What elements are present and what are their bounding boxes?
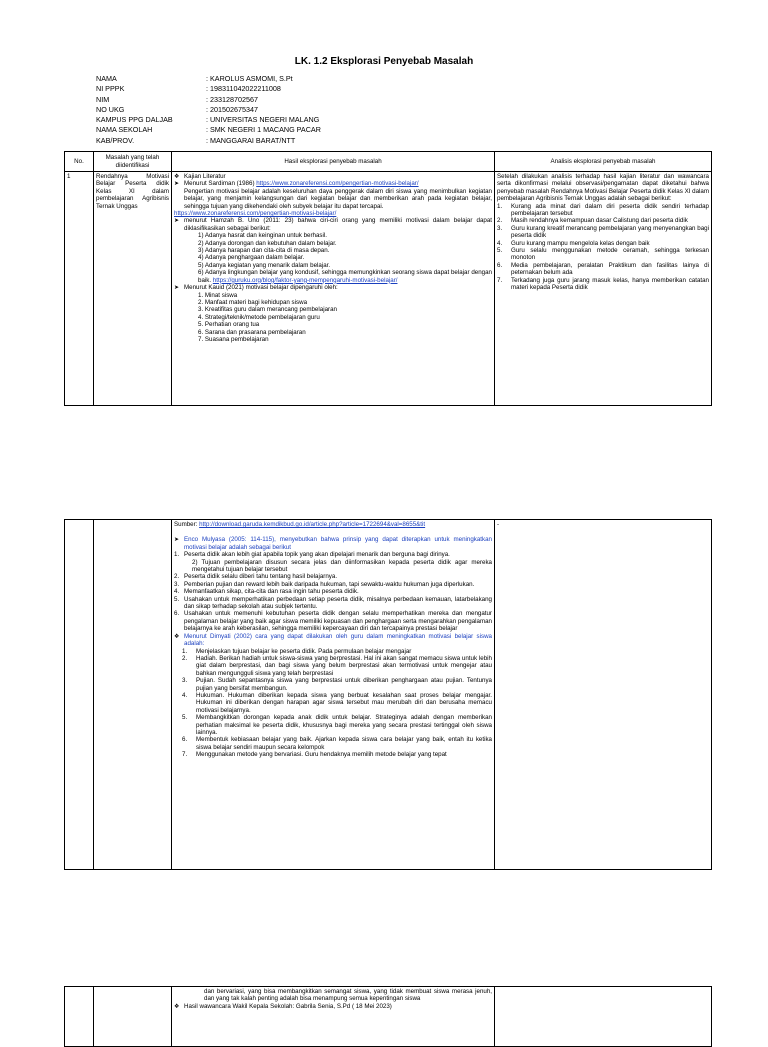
identity-label: KAB/PROV. bbox=[96, 135, 135, 145]
analysis-item-text: Guru kurang mampu mengelola kelas dengan baik bbox=[511, 239, 650, 247]
bullet-marker: 3. bbox=[174, 580, 180, 588]
list-item-text: 3) Adanya harapan dan cita-cita di masa depan. bbox=[198, 247, 330, 255]
row-number-empty bbox=[65, 520, 94, 870]
list-item bbox=[174, 262, 492, 269]
identity-value: : MANGGARAI BARAT/NTT bbox=[206, 135, 296, 145]
analysis-item bbox=[497, 217, 709, 224]
list-item-text: 2) Adanya dorongan dan kebutuhan dalam belajar. bbox=[198, 239, 337, 247]
list-item bbox=[174, 269, 492, 284]
list-item-text: Membentuk kebiasaan belajar yang baik. Ajarkan kepada siswa cara belajar yang baik, entah itu ketika siswa belajar sendiri maupun secara kelompok bbox=[196, 736, 492, 751]
analysis-item-number: 5. bbox=[497, 247, 503, 255]
exploration-table-page2 bbox=[64, 519, 712, 870]
identity-value: : KAROLUS ASMOMI, S.Pt bbox=[206, 74, 293, 83]
source-label: Sumber: bbox=[174, 521, 200, 528]
analysis-item bbox=[497, 225, 709, 240]
list-item-text: Usahakan untuk memperhatikan perbedaan setiap peserta didik, misalnya perbedaan kemauan, latarbelakang dan sikap terhadap sekolah atau subjek tertentu. bbox=[184, 595, 492, 611]
list-item bbox=[174, 217, 492, 232]
bullet-marker: ➤ bbox=[174, 217, 180, 225]
bullet-marker: 6. bbox=[174, 610, 180, 618]
identity-row bbox=[96, 84, 321, 94]
identity-label: NI PPPK bbox=[96, 84, 125, 94]
source-line bbox=[174, 521, 492, 528]
identity-block bbox=[96, 74, 321, 146]
identity-row bbox=[96, 125, 321, 135]
bullet-marker: ❖ bbox=[174, 632, 180, 640]
list-item bbox=[174, 180, 492, 187]
analysis-item-number: 6. bbox=[497, 261, 503, 269]
exploration-cell bbox=[172, 987, 495, 1047]
bullet-marker bbox=[188, 321, 198, 328]
bullet-marker bbox=[188, 336, 198, 343]
list-item bbox=[174, 573, 492, 580]
bullet-marker bbox=[174, 188, 184, 210]
analysis-item-number: 3. bbox=[497, 224, 503, 232]
analysis-list bbox=[497, 203, 709, 292]
list-item-text: 6) Adanya lingkungan belajar yang kondusif, sehingga memungkinkan seorang siswa dapat belajar dengan baik. https://guruku.org/blog/faktor-yang-mempengaruhi-motivasi-belajar/ bbox=[198, 269, 492, 284]
list-item-text: Menurut Dimyati (2002) cara yang dapat dilakukan oleh guru dalam meningkatkan motivasi belajar siswa adalah: bbox=[184, 632, 492, 648]
identity-row bbox=[96, 105, 321, 115]
analysis-item-text: Kurang ada minat dari dalam diri peserta didik sendiri terhadap pembelajaran tersebut bbox=[511, 202, 709, 218]
analysis-item-text: Guru selalu menggunakan metode ceramah, sehingga terkesan monoton bbox=[511, 247, 709, 262]
list-item-text: Pengertian motivasi belajar adalah keseluruhan daya penggerak dalam diri siswa yang menimbulkan kegiatan belajar, yang menjamin kelangsungan dari kegiatan belajar dan memberikan arah pada kegiatan belajar, sehingga tujuan yang dikehendaki oleh subyek belajar itu dapat tercapai. bbox=[184, 187, 492, 210]
list-item-text: Hadiah. Berikan hadiah untuk siswa-siswa yang berprestasi. Hal ini akan sangat memacu siswa untuk lebih giat dalam berprestasi, dan bagi siswa yang belum berprestasi akan termotivasi untuk mengejar atau bahkan mengungguli siswa yang telah berprestasi bbox=[196, 654, 492, 677]
list-item bbox=[174, 988, 492, 1003]
bullet-marker: 4. bbox=[182, 691, 188, 699]
problem-cell-empty bbox=[94, 987, 172, 1047]
list-item bbox=[174, 306, 492, 313]
identity-value: : 201502675347 bbox=[206, 104, 258, 114]
row-number-empty bbox=[65, 987, 94, 1047]
problem-cell: Rendahnya Motivasi Belajar Peserta didik Kelas XI dalam pembelajaran Agribisnis Ternak Unggas bbox=[94, 172, 172, 406]
list-item bbox=[174, 581, 492, 588]
list-item bbox=[174, 736, 492, 751]
bullet-marker bbox=[188, 240, 198, 247]
analysis-item-number: 2. bbox=[497, 217, 503, 225]
identity-value: : SMK NEGERI 1 MACANG PACAR bbox=[206, 125, 321, 135]
list-item-text: Enco Mulyasa (2005: 114-115), menyebutkan bahwa prinsip yang dapat diterapkan untuk meningkatkan motivasi belajar adalah sebagai berikut bbox=[184, 536, 492, 551]
exploration-cell bbox=[172, 520, 495, 870]
list-item-text: Hukuman. Hukuman diberikan kepada siswa yang berbuat kesalahan saat proses belajar mengajar. Hukuman ini diberikan dengan harapan agar siswa tersebut mau merubah diri dan berusaha memacu motivasi belajarnya. bbox=[196, 691, 492, 714]
identity-row bbox=[96, 74, 321, 84]
bullet-marker: 2. bbox=[182, 654, 188, 662]
page-title: LK. 1.2 Eksplorasi Penyebab Masalah bbox=[294, 56, 474, 67]
list-item-text: 1. Minat siswa bbox=[198, 291, 238, 299]
bullet-marker: 5. bbox=[182, 714, 188, 722]
list-item-text: dan bervariasi, yang bisa membangkitkan semangat siswa, yang tidak membuat siswa merasa jenuh, dan yang tak kalah penting adalah bisa menampung semua kepentingan siswa bbox=[204, 988, 492, 1003]
list-item bbox=[174, 633, 492, 648]
identity-label: NAMA bbox=[96, 74, 117, 83]
list-item-text: 2) Tujuan pembelajaran disusun secara jelas dan diinformasikan kepada peserta didik agar mereka mengetahui tujuan belajar tersebut bbox=[192, 558, 492, 574]
analysis-item bbox=[497, 203, 709, 218]
list-item bbox=[174, 751, 492, 758]
header-hasil: Hasil eksplorasi penyebab masalah bbox=[172, 152, 495, 172]
list-item-text: Membangkitkan dorongan kepada anak didik untuk belajar. Strateginya adalah dengan memberikan perhatian maksimal ke peserta didik, khususnya bagi mereka yang secara prestasi tertinggal oleh siswa lainnya. bbox=[196, 714, 492, 736]
identity-value: : 198311042022211008 bbox=[206, 84, 281, 94]
bullet-marker bbox=[188, 329, 198, 336]
identity-row bbox=[96, 115, 321, 125]
list-item bbox=[174, 284, 492, 291]
header-analisis: Analisis eksplorasi penyebab masalah bbox=[495, 152, 712, 172]
identity-row bbox=[96, 95, 321, 105]
bullet-marker: 1. bbox=[174, 551, 180, 559]
identity-value: : 233128702567 bbox=[206, 94, 258, 104]
bullet-marker: 7. bbox=[182, 751, 188, 759]
list-item-text: 7. Suasana pembelajaran bbox=[198, 335, 269, 343]
list-item bbox=[174, 588, 492, 595]
list-item-text: Menjelaskan tujuan belajar ke peserta didik. Pada permulaan belajar mengajar bbox=[196, 647, 412, 655]
analysis-item bbox=[497, 247, 709, 262]
identity-value: : UNIVERSITAS NEGERI MALANG bbox=[206, 115, 320, 125]
list-item-text: Peserta didik selalu diberi tahu tentang hasil belajarnya. bbox=[184, 573, 338, 581]
list-item-text: Kajian Literatur bbox=[184, 173, 226, 180]
analysis-item-number: 4. bbox=[497, 239, 503, 247]
exploration-cell bbox=[172, 172, 495, 406]
bullet-marker bbox=[188, 232, 198, 239]
identity-label: NO UKG bbox=[96, 104, 125, 114]
table-row bbox=[65, 520, 712, 870]
analysis-cell bbox=[495, 172, 712, 406]
analysis-item bbox=[497, 240, 709, 247]
list-item bbox=[174, 292, 492, 299]
list-item bbox=[174, 329, 492, 336]
list-item-text: Usahakan untuk memenuhi kebutuhan peserta didik dengan selalu memperhatikan mereka dan mengatur pengalaman belajar yang baik agar siswa memiliki kepuasan dan penghargaan serta mengarahkan pengalaman belajarnya ke arah keberasilan, sehingga memiliki kepercayaan diri dan tercapainya prestasi belajar bbox=[184, 610, 492, 633]
list-item bbox=[174, 551, 492, 558]
bullet-marker: 4. bbox=[174, 588, 180, 596]
table-header-row bbox=[65, 152, 712, 172]
list-item-text: 6. Sarana dan prasarana pembelajaran bbox=[198, 328, 306, 336]
list-item-text: Pemberian pujian dan reward lebih baik daripada hukuman, tapi sewaktu-waktu hukuman juga diperlukan. bbox=[184, 580, 475, 588]
list-item-text: Peserta didik akan lebih giat apabila topik yang akan dipelajari menarik dan berguna bagi dirinya. bbox=[184, 551, 450, 559]
bullet-marker bbox=[188, 306, 198, 313]
list-item bbox=[174, 692, 492, 714]
list-item-text: Menurut Kauid (2021) motivasi belajar dipengaruhi oleh: bbox=[184, 284, 338, 292]
list-item bbox=[174, 173, 492, 180]
list-item-text: 2. Manfaat materi bagi kehidupan siswa bbox=[198, 298, 308, 306]
row-number: 1 bbox=[65, 172, 94, 406]
table-row bbox=[65, 987, 712, 1047]
bullet-marker: 3. bbox=[182, 677, 188, 685]
list-item-text: Menurut Sardiman (1986) https://www.zonareferensi.com/pengertian-motivasi-belajar/ bbox=[184, 180, 419, 188]
bullet-marker bbox=[188, 299, 198, 306]
list-item bbox=[174, 610, 492, 632]
bullet-marker bbox=[188, 314, 198, 321]
table-row bbox=[65, 172, 712, 406]
list-item-text: menurut Hamzah B. Uno (2011: 23) bahwa ciri-ciri orang yang memiliki motivasi dalam belajar dapat diklasifikasikan sebagai berikut: bbox=[184, 217, 492, 232]
list-item-text: Pujian. Sudah sepantasnya siswa yang berprestasi untuk diberikan penghargaan atau pujian. Tentunya pujian yang bersifat membangun. bbox=[196, 677, 492, 692]
list-item-text: 1) Adanya hasrat dan keinginan untuk berhasil. bbox=[198, 232, 327, 240]
list-item bbox=[174, 536, 492, 551]
bullet-marker bbox=[188, 292, 198, 299]
bullet-marker bbox=[182, 559, 192, 574]
analysis-item-text: Masih rendahnya kemampuan dasar Calistung dari peserta didik bbox=[511, 217, 688, 225]
reference-link[interactable]: https://guruku.org/blog/faktor-yang-mempengaruhi-motivasi-belajar/ bbox=[212, 276, 398, 284]
list-item bbox=[174, 677, 492, 692]
list-item bbox=[174, 240, 492, 247]
bullet-marker: ❖ bbox=[174, 173, 180, 180]
identity-label: NAMA SEKOLAH bbox=[96, 125, 153, 135]
reference-link[interactable]: https://www.zonareferensi.com/pengertian-motivasi-belajar/ bbox=[174, 210, 337, 218]
bullet-marker: ➤ bbox=[174, 180, 180, 188]
identity-row bbox=[96, 136, 321, 146]
list-item bbox=[174, 321, 492, 328]
source-link[interactable]: http://download.garuda.kemdikbud.go.id/article.php?article=1722694&val=8655&tit bbox=[199, 521, 426, 528]
exploration-table-page3 bbox=[64, 986, 712, 1047]
list-item bbox=[174, 714, 492, 736]
list-item bbox=[174, 210, 492, 217]
list-item bbox=[174, 336, 492, 343]
list-item bbox=[174, 188, 492, 210]
analysis-item-number: 7. bbox=[497, 276, 503, 284]
exploration-table-page1 bbox=[64, 151, 712, 406]
bullet-marker: 6. bbox=[182, 736, 188, 744]
bullet-marker bbox=[188, 247, 198, 254]
bullet-marker bbox=[194, 988, 204, 1003]
identity-label: KAMPUS PPG DALJAB bbox=[96, 115, 173, 125]
list-item bbox=[174, 254, 492, 261]
bullet-marker bbox=[188, 269, 198, 284]
analysis-item-number: 1. bbox=[497, 202, 503, 210]
bullet-marker: ➤ bbox=[174, 284, 180, 292]
analysis-intro: Setelah dilakukan analisis terhadap hasil kajian literatur dan wawancara serta dikonfirmasi melalui observasi/pengamatan dapat diketahui bahwa penyebab masalah Rendahnya Motivasi Belajar Peserta didik Kelas XI dalam pembelajaran Agribisnis Ternak Unggas adalah sebagai berikut: bbox=[497, 173, 709, 203]
analysis-cell-empty bbox=[495, 987, 712, 1047]
bullet-marker: ❖ bbox=[174, 1002, 180, 1010]
analysis-item-text: Media pembelajaran, peralatan Praktikum dan fasilitas lainya di peternakan belum ada bbox=[511, 261, 709, 277]
list-item-text: 5. Perhatian orang tua bbox=[198, 321, 260, 329]
list-item-text: Memanfaatkan sikap, cita-cita dan rasa ingin tahu peserta didik. bbox=[184, 588, 359, 596]
list-item bbox=[174, 314, 492, 321]
reference-link[interactable]: https://www.zonareferensi.com/pengertian-motivasi-belajar/ bbox=[256, 180, 419, 188]
list-item bbox=[174, 232, 492, 239]
list-item-text: 3. Kreatifitas guru dalam merancang pembelajaran bbox=[198, 306, 337, 314]
list-item-text: 4) Adanya penghargaan dalam belajar. bbox=[198, 254, 305, 262]
header-no: No. bbox=[65, 152, 94, 172]
list-item-text: Hasil wawancara Wakil Kepala Sekolah: Gabrila Senia, S.Pd ( 18 Mei 2023) bbox=[184, 1002, 392, 1010]
list-item bbox=[174, 655, 492, 677]
list-item bbox=[174, 299, 492, 306]
analysis-item-text: Terkadang juga guru jarang masuk kelas, hanya memberikan catatan materi kepada Peserta didik bbox=[511, 276, 709, 292]
analysis-item bbox=[497, 277, 709, 292]
list-item bbox=[174, 596, 492, 611]
bullet-marker bbox=[188, 254, 198, 261]
bullet-marker: ➤ bbox=[174, 536, 180, 544]
analysis-cell: - bbox=[495, 520, 712, 870]
list-item bbox=[174, 559, 492, 574]
list-item-text: 4. Strategi/teknik/metode pembelajaran guru bbox=[198, 313, 320, 321]
analysis-item-text: Guru kurang kreatif merancang pembelajaran yang menyenangkan bagi peserta didik bbox=[511, 224, 709, 240]
analysis-item bbox=[497, 262, 709, 277]
identity-label: NIM bbox=[96, 94, 110, 104]
list-item-text bbox=[174, 210, 492, 217]
list-item bbox=[174, 247, 492, 254]
problem-cell-empty bbox=[94, 520, 172, 870]
bullet-marker: 5. bbox=[174, 595, 180, 603]
header-masalah: Masalah yang telah diidentifikasi bbox=[94, 152, 172, 172]
list-item-text: 5) Adanya kegiatan yang menarik dalam belajar. bbox=[198, 261, 331, 269]
bullet-marker: 2. bbox=[174, 573, 180, 581]
list-item bbox=[174, 1003, 492, 1010]
list-item bbox=[174, 648, 492, 655]
bullet-marker bbox=[188, 262, 198, 269]
list-item-text: Menggunakan metode yang bervariasi. Guru hendaknya memilih metode belajar yang tepat bbox=[196, 751, 447, 759]
bullet-marker: 1. bbox=[182, 647, 188, 655]
